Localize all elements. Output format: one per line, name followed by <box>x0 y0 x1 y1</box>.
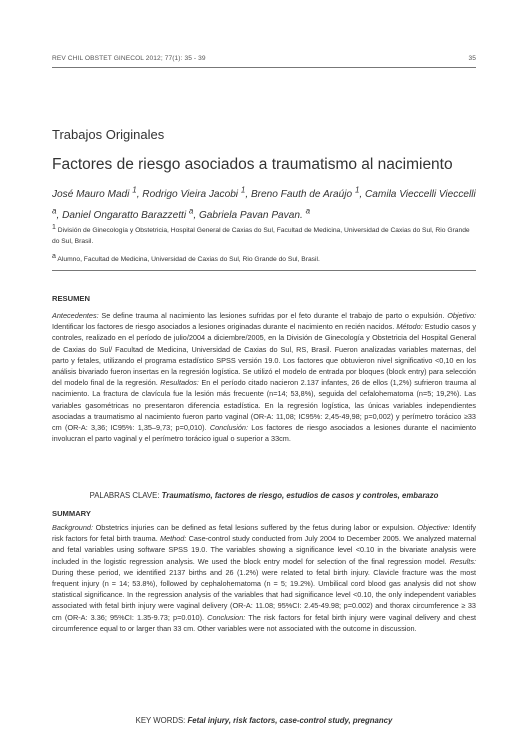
author: José Mauro Madi $^1$, <box>52 186 143 201</box>
author: Gabriela Pavan Pavan. $^a$ <box>198 206 311 221</box>
summary-heading: SUMMARY <box>52 509 91 518</box>
resumen-heading: RESUMEN <box>52 294 90 303</box>
running-head <box>52 55 476 62</box>
summary-text: Background: Obstetrics injuries can be defined as fetal lesions suffered by the fetus during labor or expulsion. Objective: Identify risk factors for fetal birth trauma. Method: Case-control study conducted from July 2004 to December 2005. We analyzed maternal and fetal variables using software SPSS 19.0. The variables showing a significance level <0.10 in the bivariate analysis were included in the logistic regression analysis. We used the block entry model for selection of the final regression model. Results: During these period, we identified 2137 births and 26 (1.2%) were related to fetal birth injury. Clavicle fracture was the most frequent injury (n = 14; 53.8%), followed by cephalohematoma (n = 5; 19.2%). Umbilical cord blood gas analysis did not show statistical significance. In the regression analysis of the variables that had significance level <0.10, the only independent variables associated with fetal birth injury were vaginal delivery (OR-A: 11.08; 95%CI: 2.45-49.98; p=0.002) and thorax circumference ≥ 33 cm (OR-A: 3.36; 95%CI: 1.35-9.73; p=0.010). Conclusion: The risk factors for fetal birth injury were vaginal delivery and chest circumference equal to or larger than 33 cm. Other variables were not associated with the outcome in discussion. <box>52 523 477 633</box>
section-label: Trabajos Originales <box>52 127 165 142</box>
key-words: KEY WORDS: Fetal injury, risk factors, case-control study, pregnancy <box>135 716 393 725</box>
journal-citation: REV CHIL OBSTET GINECOL 2012; 77(1): 35 - 39 <box>52 55 206 62</box>
palabras-clave: PALABRAS CLAVE: Traumatismo, factores de riesgo, estudios de casos y controles, embarazo <box>89 491 439 500</box>
author-list <box>52 183 478 224</box>
author: Rodrigo Vieira Jacobi $^1$, <box>142 186 251 201</box>
author: Daniel Ongaratto Barazzetti $^a$, <box>62 206 199 221</box>
page-number: 35 <box>468 55 476 62</box>
header-rule <box>52 67 476 68</box>
affiliation: $^1$ División de Ginecología y Obstetricia, Hospital General de Caxias do Sul, Facultad de Medicina, Universidad de Caxias do Sul, Rio Grande do Sul, Brasil. <box>52 224 470 246</box>
resumen-text: Antecedentes: Se define trauma al nacimiento las lesiones sufridas por el feto durante el trabajo de parto o expulsión. Objetivo: Identificar los factores de riesgo asociados a lesiones originadas durante el nacimiento en recién nacidos. Método: Estudio casos y controles, realizado en el período de julio/2004 a diciembre/2005, en la División de Ginecología y Obstetricia del Hospital General de Caxias do Sul/ Facultad de Medicina, Universidad de Caxias do Sul, RS, Brasil. Fueron analizadas variables maternas, del parto y fetales, utilizando el programa estadístico SPSS versión 19.0. Los factores que obtuvieron nivel significativo <0,10 en los análisis bivariado fueron insertas en la regresión logística. Se utilizó el modelo de entrada por bloques (block entry) para selección del modelo final de la regresión. Resultados: En el período citado nacieron 2.137 infantes, 26 de ellos (1,2%) sufrieron trauma al nacimiento. La fractura de clavícula fue la lesión más frecuente (n=14; 53,8%), seguida del cefalohematoma (n=5; 19,2%). Las variables gasométricas no presentaron diferencia estadística. En la regresión logística, las únicas variables independientes asociadas a traumatismo al nacimiento fueron parto vaginal (OR-A: 11,08; IC95%: 2,45-49,98; p=0,002) y perímetro torácico ≥33 cm (OR-A: 3,36; IC95%: 1,35–9,73; p=0,010). Conclusión: Los factores de riesgo asociados a lesiones durante el nacimiento involucran el parto vaginal y el perímetro torácico igual o superior a 33cm. <box>52 311 477 444</box>
author: Breno Fauth de Araújo $^1$, <box>250 186 366 201</box>
author: Camila Vieccelli Vieccelli $^a$, <box>52 189 476 221</box>
affiliation: $^a$ Alumno, Facultad de Medicina, Universidad de Caxias do Sul, Rio Grande do Sul, Brasil. <box>52 253 320 264</box>
divider <box>52 270 476 271</box>
article-title: Factores de riesgo asociados a traumatismo al nacimiento <box>52 156 453 173</box>
